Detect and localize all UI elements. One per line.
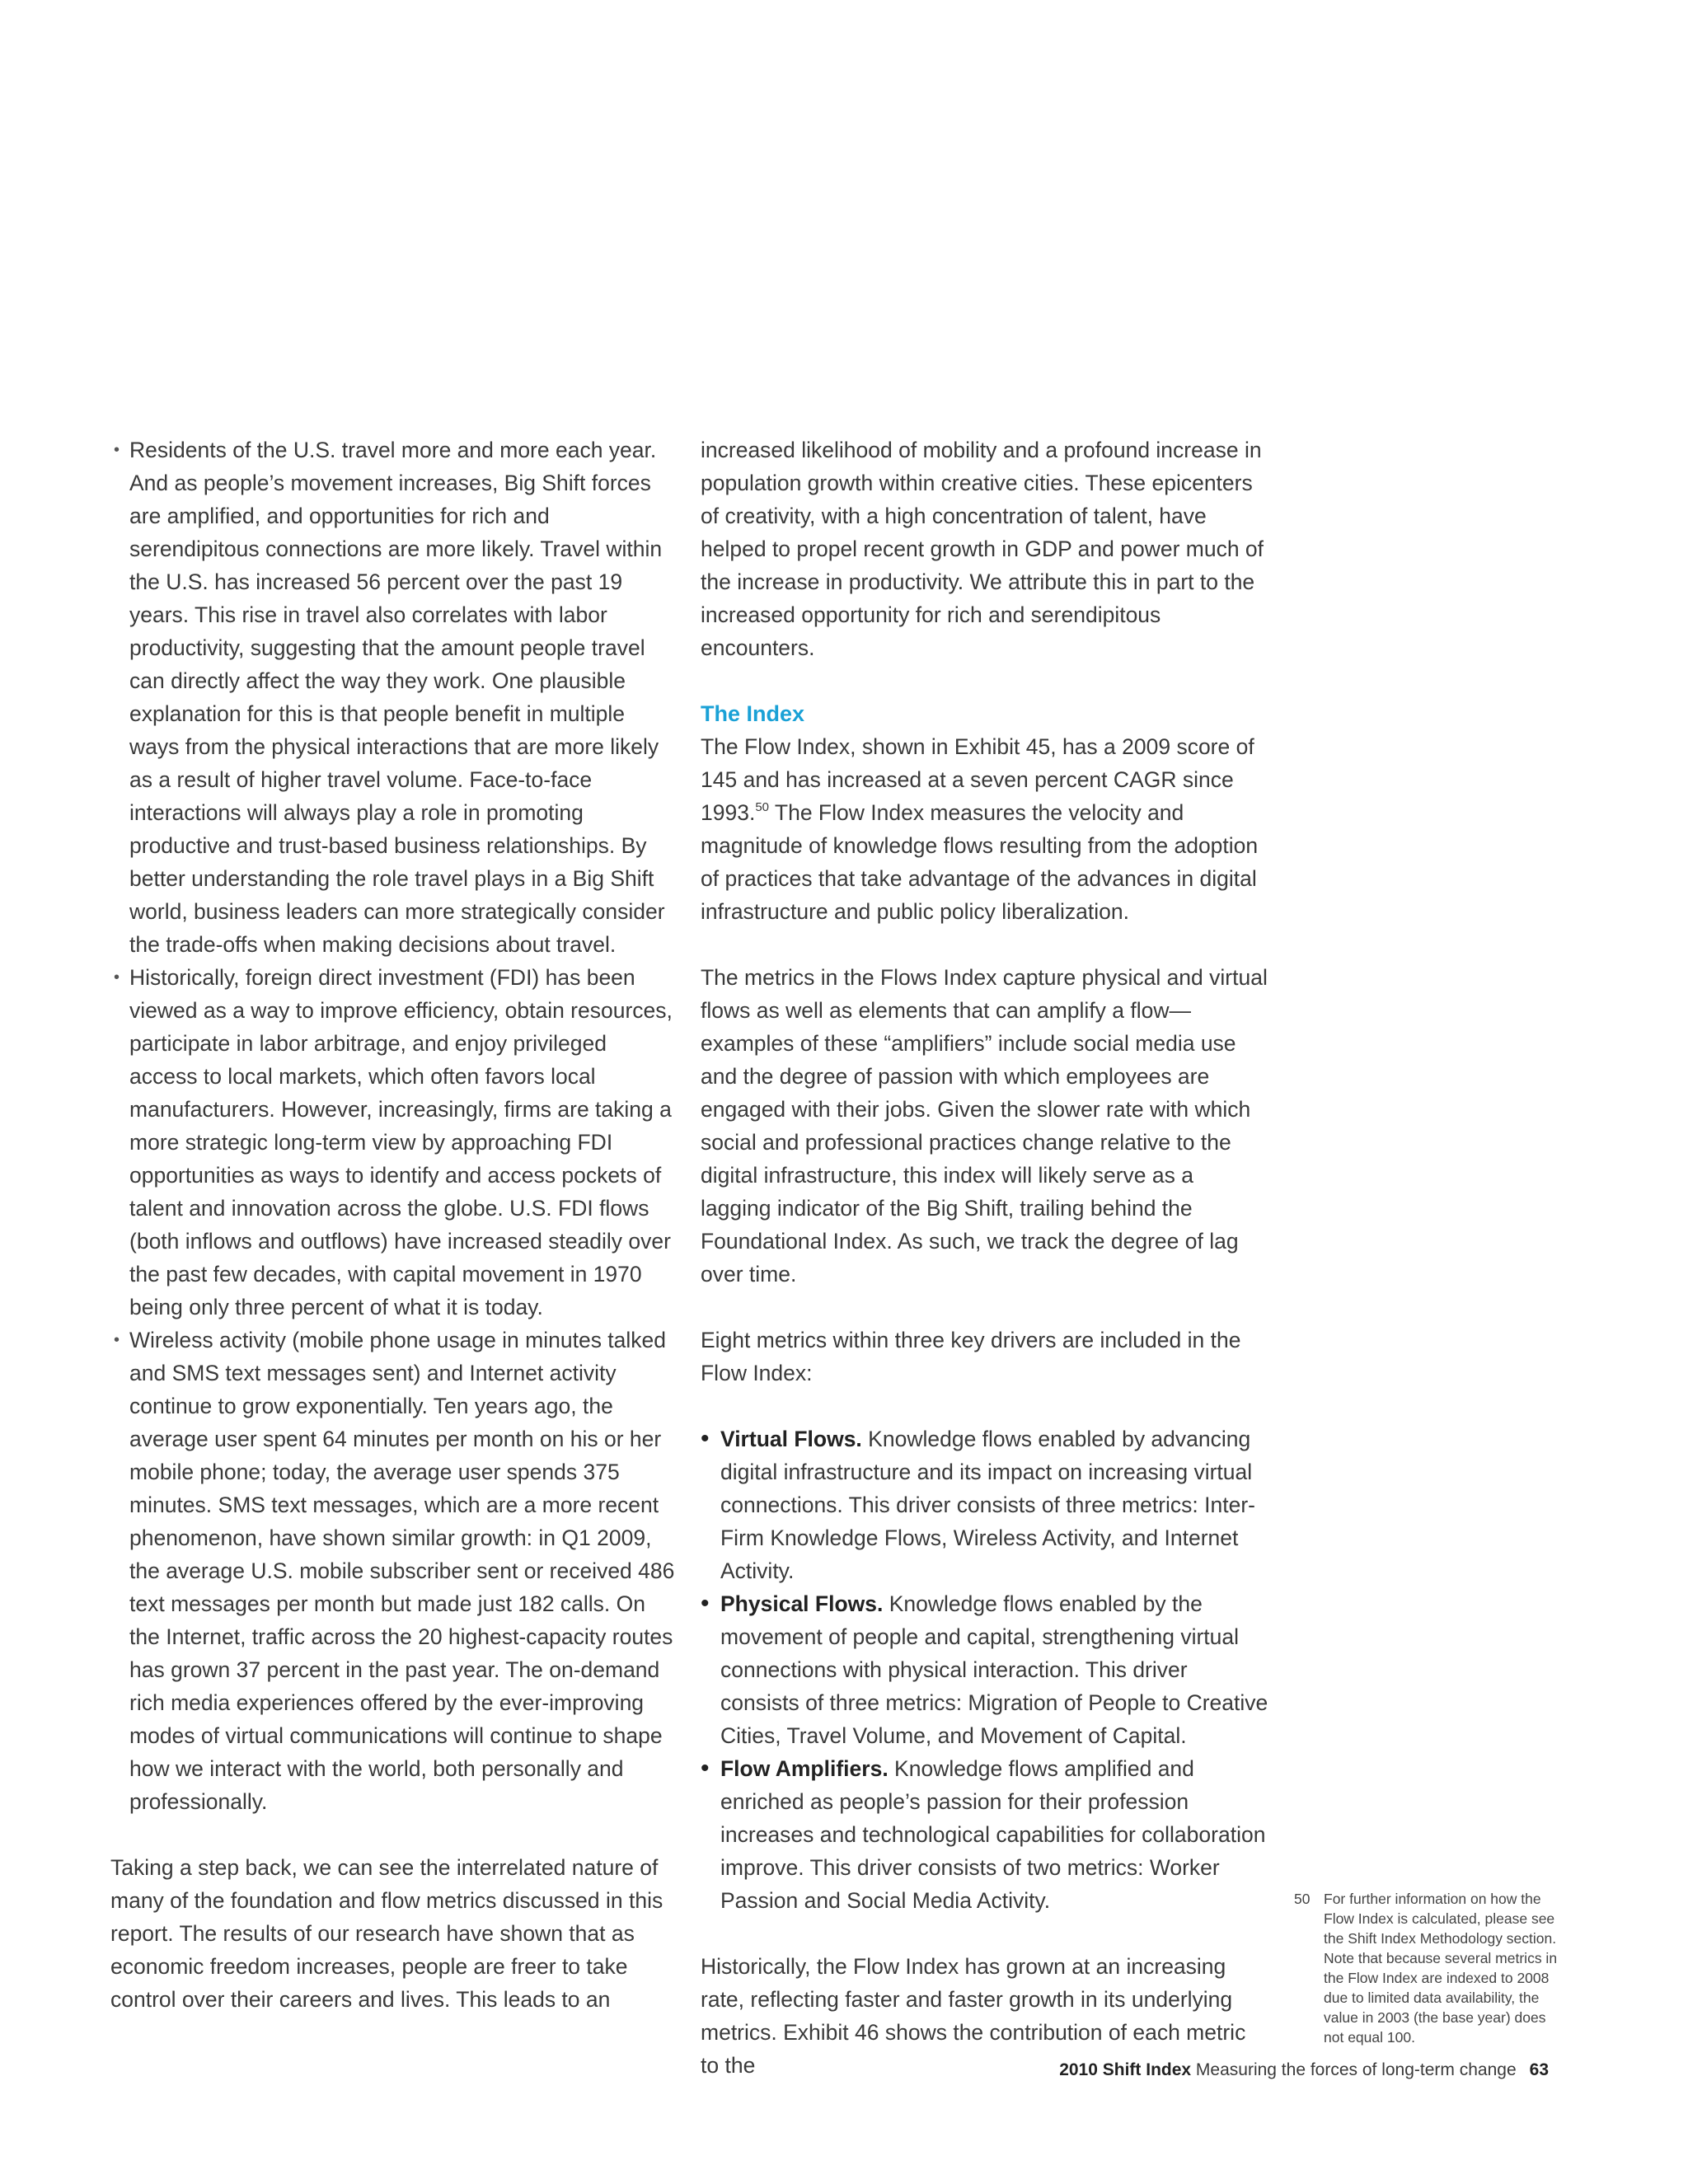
metrics-paragraph: The metrics in the Flows Index capture physical and virtual flows as well as elements that can amplify a flow—examples of these “amplifiers” include social media use and the degree of passion with which employees are engaged with their jobs. Given the slower rate with which social and professional practices change relative to the digital infrastructure, this index will likely serve as a lagging indicator of the Big Shift, trailing behind the Foundational Index. As such, we track the degree of lag over time. xyxy=(701,965,1268,1286)
drivers-intro: Eight metrics within three key drivers are included in the Flow Index: xyxy=(701,1328,1241,1385)
driver-virtual-flows xyxy=(701,1422,1269,1587)
continuation-paragraph: increased likelihood of mobility and a profound increase in population growth within creative cities. These epicenters of creativity, with a high concentration of talent, have helped to propel recent growth in GDP and power much of the increase in productivity. We attribute this in part to the increased opportunity for rich and serendipitous encounters. xyxy=(701,438,1264,660)
left-column xyxy=(110,434,675,2016)
driver-description: Knowledge flows enabled by advancing digital infrastructure and its impact on increasing virtual connections. This driver consists of three metrics: Inter-Firm Knowledge Flows, Wireless Activity, and Internet Activity. xyxy=(720,1427,1256,1583)
section-heading: The Index xyxy=(701,701,805,726)
driver-description: Knowledge flows enabled by the movement of people and capital, strengthening virtual connections with physical interaction. This driver consists of three metrics: Migration of People to Creative Cities, Travel Volume, and Movement of Capital. xyxy=(720,1591,1268,1748)
footnote-number: 50 xyxy=(1294,1891,1311,1907)
history-paragraph: Historically, the Flow Index has grown at an increasing rate, reflecting faster and faster growth in its underlying metrics. Exhibit 46 shows the contribution of each metric to the xyxy=(701,1954,1246,2078)
page-footer xyxy=(1059,2058,1549,2083)
page-number: 63 xyxy=(1529,2060,1549,2079)
driver-flow-amplifiers xyxy=(701,1752,1269,1917)
closing-paragraph: Taking a step back, we can see the interrelated nature of many of the foundation and flow metrics discussed in this report. The results of our research have shown that as economic freedom increases, people are freer to take control over their careers and lives. This leads to an xyxy=(110,1855,663,2012)
driver-list xyxy=(701,1422,1269,1917)
driver-name: Physical Flows. xyxy=(720,1591,884,1616)
footnote xyxy=(1294,1889,1558,2047)
publication-title: 2010 Shift Index xyxy=(1059,2060,1192,2079)
publication-subtitle: Measuring the forces of long-term change xyxy=(1191,2060,1517,2079)
index-text-after-ref: The Flow Index measures the velocity and magnitude of knowledge flows resulting from the adoption of practices that take advantage of the advances in digital infrastructure and public policy liberalization. xyxy=(701,800,1259,924)
driver-name: Virtual Flows. xyxy=(720,1427,862,1451)
right-column xyxy=(701,434,1269,2082)
driver-name: Flow Amplifiers. xyxy=(720,1756,889,1781)
bullet-wireless: • Wireless activity (mobile phone usage in minutes talked and SMS text messages sent) and Internet activity continue to grow exponentially. Ten years ago, the average user spent 64 minutes per month on his or her mobile phone; today, the average user spends 375 minutes. SMS text messages, which are a more recent phenomenon, have shown similar growth: in Q1 2009, the average U.S. mobile subscriber sent or received 486 text messages per month but made just 182 calls. On the Internet, traffic across the 20 highest-capacity routes has grown 37 percent in the past year. The on-demand rich media experiences offered by the ever-improving modes of virtual communications will continue to shape how we interact with the world, both personally and professionally. xyxy=(110,1324,675,1818)
index-text-before-ref: The Flow Index, shown in Exhibit 45, has a 2009 score of 145 and has increased at a seven percent CAGR since 1993. xyxy=(701,734,1254,825)
bullet-fdi: • Historically, foreign direct investment (FDI) has been viewed as a way to improve efficiency, obtain resources, participate in labor arbitrage, and enjoy privileged access to local markets, which often favors local manufacturers. However, increasingly, firms are taking a more strategic long-term view by approaching FDI opportunities as ways to identify and access pockets of talent and innovation across the globe. U.S. FDI flows (both inflows and outflows) have increased steadily over the past few decades, with capital movement in 1970 being only three percent of what it is today. xyxy=(110,961,675,1324)
driver-description: Knowledge flows amplified and enriched as people’s passion for their profession increases and technological capabilities for collaboration improve. This driver consists of two metrics: Worker Passion and Social Media Activity. xyxy=(720,1756,1266,1913)
bullet-travel: • Residents of the U.S. travel more and more each year. And as people’s movement increases, Big Shift forces are amplified, and opportunities for rich and serendipitous connections are more likely. Travel within the U.S. has increased 56 percent over the past 19 years. This rise in travel also correlates with labor productivity, suggesting that the amount people travel can directly affect the way they work. One plausible explanation for this is that people benefit in multiple ways from the physical interactions that are more likely as a result of higher travel volume. Face-to-face interactions will always play a role in promoting productive and trust-based business relationships. By better understanding the role travel plays in a Big Shift world, business leaders can more strategically consider the trade-offs when making decisions about travel. xyxy=(110,434,675,961)
footnote-reference: 50 xyxy=(755,800,770,814)
driver-physical-flows xyxy=(701,1587,1269,1752)
bullet-list xyxy=(110,434,675,1818)
index-paragraph xyxy=(701,730,1269,928)
footnote-text: For further information on how the Flow Index is calculated, please see the Shift Index Methodology section. Note that because several metrics in the Flow Index are indexed to 2008 due to limited data availability, the value in 2003 (the base year) does not equal 100. xyxy=(1324,1891,1558,2046)
